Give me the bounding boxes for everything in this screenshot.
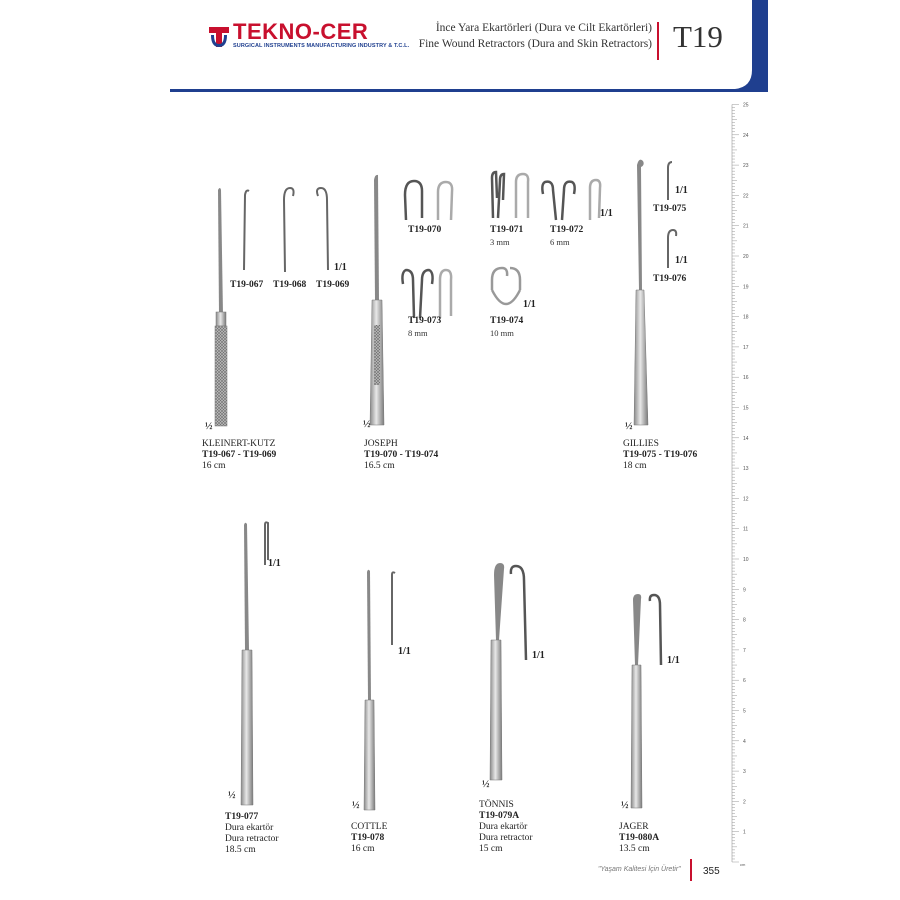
ruler-number: 14 (743, 435, 749, 442)
caption-name: KLEINERT-KUTZ (202, 439, 276, 449)
caption-desc-en: Dura retractor (479, 833, 533, 843)
ruler-number: 1 (743, 829, 746, 836)
ruler-number: 16 (743, 375, 749, 382)
caption-code: T19-079A (479, 811, 520, 821)
section-code: T19 (673, 19, 723, 54)
ruler-number: 8 (743, 617, 746, 624)
ruler-number: 21 (743, 223, 749, 230)
cm-ruler (729, 100, 755, 870)
ruler-number: 5 (743, 708, 746, 715)
jager-tip-scale-label: 1/1 (667, 655, 680, 666)
caption-codes: T19-067 - T19-069 (202, 450, 277, 460)
caption-jager (619, 822, 659, 855)
kleinert-tip-068 (284, 188, 294, 272)
tip-size-t19-073: 8 mm (408, 328, 428, 338)
ruler-number: 7 (743, 647, 746, 654)
tonnis-tip-scale-label: 1/1 (532, 650, 545, 661)
tip-code-t19-070: T19-070 (408, 225, 442, 235)
ruler-unit-label: cm (740, 862, 746, 867)
tip-size-t19-071: 3 mm (490, 237, 510, 247)
joseph-tip-070a (405, 181, 422, 220)
page-number: 355 (703, 866, 720, 877)
caption-size: 15 cm (479, 844, 503, 854)
tip-size-t19-074: 10 mm (490, 328, 514, 338)
joseph-tip-073a (402, 270, 432, 318)
ruler-number: 20 (743, 254, 749, 260)
ruler-number: 6 (743, 678, 746, 685)
ruler-number: 18 (743, 314, 749, 321)
caption-code: T19-077 (225, 812, 259, 822)
caption-codes: T19-075 - T19-076 (623, 450, 698, 460)
caption-desc-tr: Dura ekartör (479, 822, 528, 832)
caption-code: T19-080A (619, 833, 660, 843)
tonnis-scale-label: ½ (482, 779, 490, 790)
caption-size: 13.5 cm (619, 844, 650, 854)
caption-joseph (364, 439, 438, 472)
kleinert-tip-scale-label: 1/1 (334, 262, 347, 273)
joseph-tip-072b (590, 180, 600, 220)
joseph-tip-070b (438, 182, 452, 220)
jager-scale-label: ½ (621, 800, 629, 811)
ruler-number: 24 (743, 132, 749, 139)
caption-size: 16 cm (202, 461, 226, 471)
tip-size-t19-072: 6 mm (550, 237, 570, 247)
joseph-tip-073b (440, 270, 451, 318)
joseph-instrument (370, 175, 384, 425)
title-english: Fine Wound Retractors (Dura and Skin Retractors) (418, 38, 652, 50)
jager-instrument (631, 594, 642, 808)
ruler-number: 4 (743, 738, 746, 745)
ruler-number: 19 (743, 284, 749, 291)
ruler-number: 9 (743, 587, 746, 594)
tip-code-t19-069: T19-069 (316, 280, 350, 290)
caption-kleinert-kutz (202, 439, 276, 472)
dura-scale-label: ½ (228, 790, 236, 801)
caption-name: COTTLE (351, 822, 388, 832)
ruler-number: 2 (743, 799, 746, 806)
joseph-tip-071a (492, 172, 504, 218)
gillies-scale-label: ½ (625, 421, 633, 432)
joseph-tip-scale-label-2: 1/1 (523, 299, 536, 310)
caption-size: 16 cm (351, 844, 375, 854)
tip-code-t19-068: T19-068 (273, 280, 307, 290)
ruler-number: 12 (743, 496, 749, 503)
tip-code-t19-075: T19-075 (653, 204, 687, 214)
kleinert-tip-067 (244, 191, 249, 271)
dura-retractor-instrument (241, 523, 253, 805)
kleinert-tip-069 (317, 188, 328, 270)
caption-name: TÖNNIS (479, 800, 514, 810)
tip-code-t19-073: T19-073 (408, 316, 442, 326)
caption-size: 18 cm (623, 461, 647, 471)
ruler-number: 10 (743, 557, 749, 563)
logo-text: TEKNO-CER (233, 19, 369, 44)
gillies-tip-075 (668, 162, 672, 200)
joseph-tip-074 (492, 268, 520, 304)
joseph-tip-071b (516, 174, 528, 218)
caption-code: T19-078 (351, 833, 385, 843)
jager-tip (650, 595, 661, 665)
caption-desc-en: Dura retractor (225, 834, 279, 844)
gillies-tip-scale-label-2: 1/1 (675, 255, 688, 266)
cottle-tip (392, 572, 395, 645)
kleinert-scale-label: ½ (205, 421, 213, 432)
caption-codes: T19-070 - T19-074 (364, 450, 439, 460)
cottle-scale-label: ½ (352, 800, 360, 811)
ruler-number: 23 (743, 163, 749, 170)
logo-subtitle: SURGICAL INSTRUMENTS MANUFACTURING INDUSTRY & T.C.L. (233, 43, 410, 49)
cottle-tip-scale-label: 1/1 (398, 646, 411, 657)
ruler-number: 25 (743, 102, 749, 109)
ruler-number: 17 (743, 344, 749, 351)
ruler-number: 13 (743, 466, 749, 473)
joseph-tip-scale-label-1: 1/1 (600, 208, 613, 219)
tip-code-t19-074: T19-074 (490, 316, 524, 326)
ruler-number: 11 (743, 526, 749, 533)
gillies-instrument (634, 160, 648, 425)
footer-slogan: "Yaşam Kalitesi İçin Üretir" (598, 866, 681, 873)
gillies-tip-scale-label-1: 1/1 (675, 185, 688, 196)
joseph-scale-label: ½ (363, 419, 371, 430)
footer-divider (690, 859, 692, 881)
tip-code-t19-076: T19-076 (653, 274, 687, 284)
caption-name: GILLIES (623, 439, 659, 449)
caption-size: 18.5 cm (225, 845, 256, 855)
tip-code-t19-072: T19-072 (550, 225, 584, 235)
joseph-tip-072a (542, 182, 574, 220)
ruler-number: 15 (743, 405, 749, 412)
ruler-number: 3 (743, 769, 746, 776)
caption-gillies (623, 439, 697, 472)
title-turkish: İnce Yara Ekartörleri (Dura ve Cilt Ekartörleri) (435, 22, 652, 34)
caption-size: 16.5 cm (364, 461, 395, 471)
dura-tip-scale-label: 1/1 (268, 558, 281, 569)
tonnis-tip (511, 566, 526, 660)
tonnis-instrument (490, 563, 504, 780)
ruler-number: 22 (743, 193, 749, 200)
caption-name: JAGER (619, 822, 649, 832)
cottle-instrument (364, 570, 375, 810)
caption-desc-tr: Dura ekartör (225, 823, 274, 833)
caption-dura-retractor (225, 812, 279, 856)
caption-name: JOSEPH (364, 439, 398, 449)
tip-code-t19-067: T19-067 (230, 280, 264, 290)
kleinert-kutz-instrument (215, 188, 227, 426)
tip-code-t19-071: T19-071 (490, 225, 524, 235)
caption-tonnis (479, 800, 533, 855)
caption-cottle (351, 822, 387, 855)
